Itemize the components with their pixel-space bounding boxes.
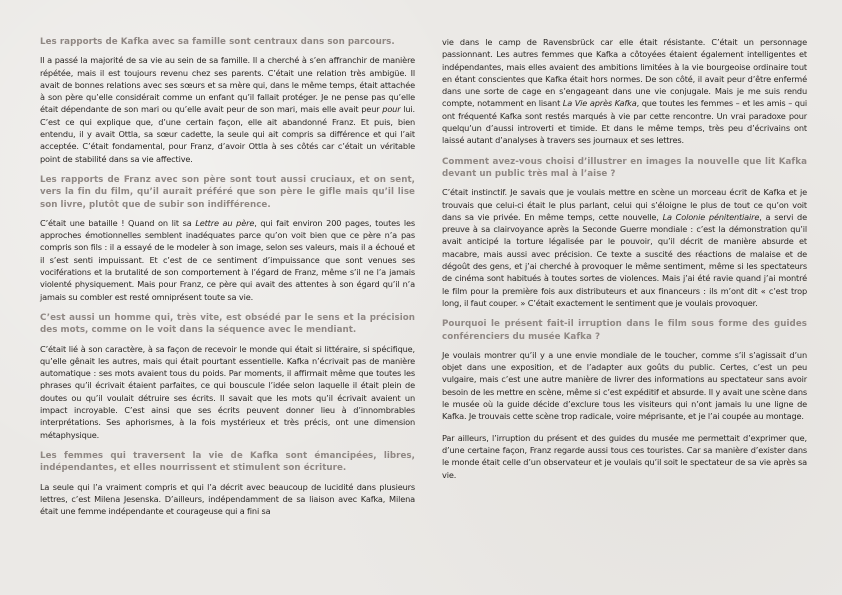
interview-question: Comment avez-vous choisi d’illustrer en images la nouvelle que lit Kafka devant un public très mal à l’aise ?	[442, 156, 807, 179]
answer-text: , que toutes les femmes – et les amis – qui ont fréquenté Kafka sont restés marqués à vie par cette rencontre. Un vrai paradoxe pour quelqu’un d’aussi introverti et timide. Et dans le même temps, très peu d’écrivains ont laissé autant d’analyses à travers ses journaux et ses lettres.	[442, 98, 807, 146]
right-column	[442, 36, 807, 490]
interview-question: C’est aussi un homme qui, très vite, est obsédé par le sens et la précision des mots, comme on le voit dans la séquence avec le mendiant.	[40, 312, 415, 336]
answer-text: , a servi de preuve à sa clairvoyance après la Seconde Guerre mondiale : c’est la démonstration qu’il avait anticipé la torture légalisée par le pouvoir, qu’il décrit de manière absurde et macabre, mais aussi avec précision. Ce texte a suscité des réactions de malaise et de dégoût des gens, et j’ai cherché à provoquer le même sentiment, même si les spectateurs de cinéma sont habitués à toutes sortes de violences. Mais j’ai été ravie quand j’ai montré le film pour la première fois aux distributeurs et aux financeurs : ils m’ont dit « c’est trop long, il faut couper. » C’était exactement le sentiment que je voulais provoquer.	[442, 211, 807, 308]
interview-question: Les femmes qui traversent la vie de Kafka sont émancipées, libres, indépendantes, et elles nourrissent et stimulent son écriture.	[40, 450, 415, 474]
answer-text: C’était une bataille ! Quand on lit sa	[40, 217, 196, 228]
book-title: La Vie après Kafka	[562, 98, 637, 109]
interview-answer	[442, 186, 807, 309]
interview-answer-continued	[442, 36, 807, 147]
interview-answer: Par ailleurs, l’irruption du présent et des guides du musée me permettait d’exprimer que, d’une certaine façon, Franz regarde aussi tous ces touristes. Car sa manière d’exister dans le monde était celle d’un observateur et je voulais qu’il soit le spectateur de sa vie après sa vie.	[442, 432, 807, 480]
answer-text: lui. C’est ce qui explique que, d’une certain façon, elle ait abandonné Franz. Et puis, bien entendu, il y avait Ottla, sa sœur cadette, la seule qui ait compris sa différence et qui l’ait acceptée. C’était fondamental, pour Franz, d’avoir Ottla à ses côtés car c’était un véritable point de stabilité dans sa vie affective.	[40, 104, 415, 164]
interview-answer: C’était lié à son caractère, à sa façon de recevoir le monde qui était si littéraire, si spécifique, qu’elle gênait les autres, mais qui était pourtant essentielle. Kafka n’écrivait pas de manière automatique : ses mots avaient tous du poids. Par moments, il affirmait même que toutes les phrases qu’il écrivait étaient parfaites, ce qui bouscule l’idée selon laquelle il était plein de doutes ou qu’il voulait détruire ses écrits. Il savait que les mots qu’il écrivait avaient un impact incroyable. C’est ainsi que ses écrits peuvent donner lieu à d’innombrables interprétations. Ses aphorismes, à la fois mystérieux et très précis, ont une dimension métaphysique.	[40, 343, 415, 440]
answer-text: Il a passé la majorité de sa vie au sein de sa famille. Il a cherché à s’en affranchir de manière répétée, mais il est toujours revenu chez ses parents. C’était une relation très ambigüe. Il avait de bonnes relations avec ses sœurs et sa mère qui, dans le même temps, était attachée à son père qu’elle considérait comme un enfant qu’il fallait protéger. Je ne pense pas qu’elle était dépendante de son mari ou qu’elle avait peur de son mari, mais elle avait peur	[40, 55, 415, 115]
interview-question: Les rapports de Kafka avec sa famille sont centraux dans son parcours.	[40, 37, 395, 47]
interview-answer	[40, 54, 415, 165]
answer-emphasis: pour	[382, 104, 401, 115]
interview-answer: Je voulais montrer qu’il y a une envie mondiale de le toucher, comme s’il s’agissait d’un objet dans une exposition, et de l’adapter aux goûts du public. Certes, c’est un peu vulgaire, mais c’est une autre manière de livrer des informations au spectateur sans avoir besoin de les mettre en scène, même si c’est expéditif et absurde. Il y avait une scène dans le musée où la guide décide d’exclure tous les visiteurs qui n’ont jamais lu une ligne de Kafka. Je trouvais cette scène trop radicale, voire méprisante, et je l’ai coupée au montage.	[442, 349, 807, 422]
answer-text: vie dans le camp de Ravensbrück car elle était résistante. C’était un personnage passionnant. Les autres femmes que Kafka a côtoyées étaient également intelligentes et indépendantes, mais elles avaient des ambitions limitées à la vie bourgeoise ordinaire tout en étant conscientes que Kafka était hors normes. De son côté, il avait peur d’être enfermé dans une sorte de cage en s’engageant dans une vie conjugale. Mais je me suis rendu compte, notamment en lisant	[442, 37, 807, 109]
left-column	[40, 36, 415, 517]
interview-answer: La seule qui l’a vraiment compris et qui l’a décrit avec beaucoup de lucidité dans plusieurs lettres, c’est Milena Jesenska. D’ailleurs, indépendamment de sa liaison avec Kafka, Milena était une femme indépendante et courageuse qui a fini sa	[40, 481, 415, 517]
book-title: Lettre au père	[195, 217, 255, 228]
answer-text: C’était instinctif. Je savais que je voulais mettre en scène un morceau écrit de Kafka et je trouvais que celui-ci était le plus parlant, celui qui s’éloigne le plus de tout ce qu’on voit dans sa vie privée. En même temps, cette nouvelle,	[442, 187, 807, 222]
answer-text: , qui fait environ 200 pages, toutes les approches émotionnelles semblent inadéquates parce qu’on voit bien que ce père n’a pas compris son fils : il a essayé de le modeler à son image, selon ses valeurs, mais il a échoué et il s’est senti impuissant. Et c’est de ce sentiment d’impuissance que sont venues ses vociférations et la brutalité de son comportement à l’égard de Franz, même s’il ne l’a jamais violenté physiquement. Mais pour Franz, ce père qui avait des attentes à son égard qu’il n’a jamais su combler est resté omniprésent toute sa vie.	[40, 217, 415, 302]
interview-question: Pourquoi le présent fait-il irruption dans le film sous forme des guides conférenciers du musée Kafka ?	[442, 319, 807, 342]
interview-question: Les rapports de Franz avec son père sont tout aussi cruciaux, et on sent, vers la fin du film, qu’il aurait préféré que son père le gifle mais qu’il lise son livre, plutôt que de subir son indifférence.	[40, 174, 415, 210]
book-title: La Colonie pénitentiaire	[662, 211, 760, 222]
interview-answer	[40, 217, 415, 303]
